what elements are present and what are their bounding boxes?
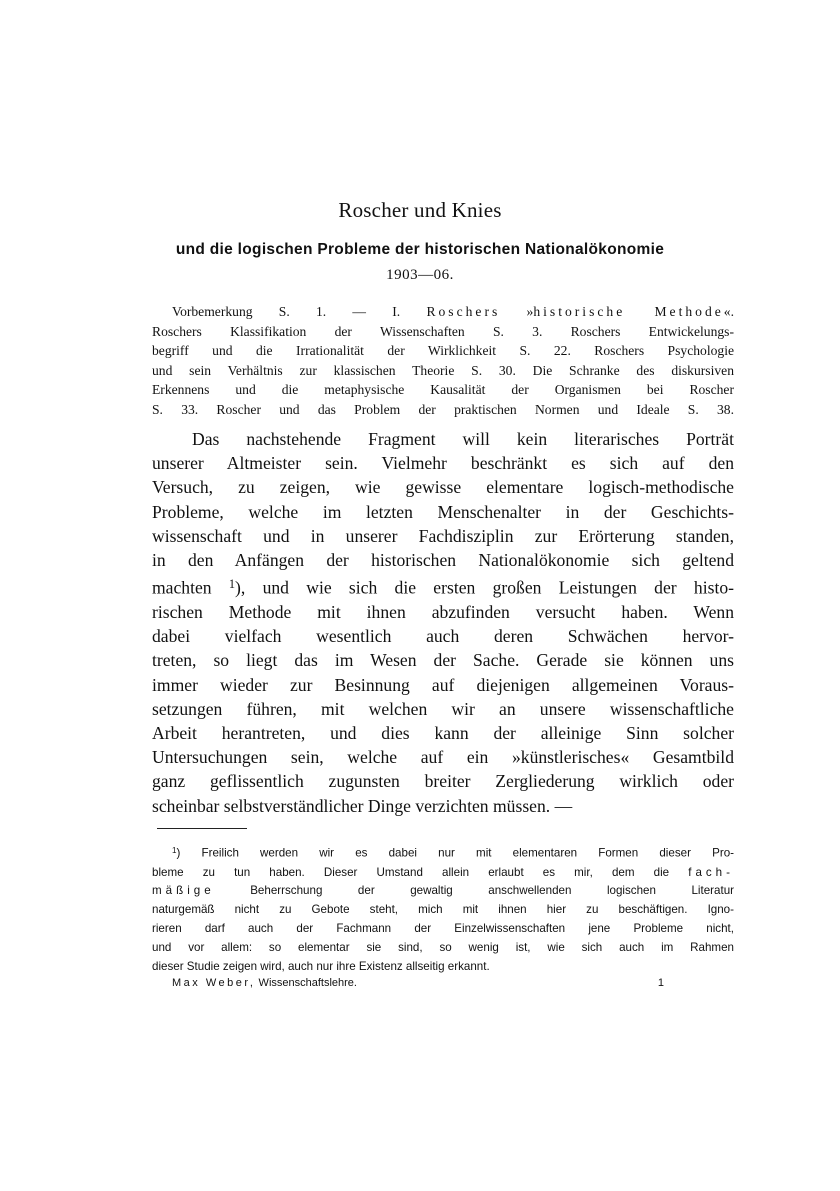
body-line: in den Anfängen der historischen Nationalökonomie sich geltend (152, 550, 734, 571)
footer-work: Wissenschaftslehre. (255, 977, 357, 989)
body-line: ganz geflissentlich zugunsten breiter Zergliederung wirklich oder (152, 771, 734, 792)
footnote-line: $^1$) Freilich werden wir es dabei nur mit elementaren Formen dieser Pro- (172, 846, 734, 860)
body-line: rischen Methode mit ihnen abzufinden versucht haben. Wenn (152, 601, 734, 622)
footnote-spaced-word: mäßige (152, 884, 215, 898)
body-line: Untersuchungen sein, welche auf ein »künstlerisches« Gesamtbild (152, 747, 734, 768)
body-line: immer wieder zur Besinnung auf diejenigen allgemeinen Voraus- (152, 674, 734, 695)
footnote-reference[interactable]: 1 (228, 577, 236, 592)
body-line: Das nachstehende Fragment will kein literarisches Porträt (192, 429, 734, 449)
body-line: Arbeit herantreten, und dies kann der alleinige Sinn solcher (152, 722, 734, 743)
footnote-divider (157, 828, 247, 829)
body-line: Versuch, zu zeigen, wie gewisse elementare logisch-methodische (152, 477, 734, 498)
footnote-line: dieser Studie zeigen wird, auch nur ihre Existenz allseitig erkannt. (152, 960, 490, 974)
footnote-line: rieren darf auch der Fachmann der Einzelwissenschaften jene Probleme nicht, (152, 922, 734, 936)
toc-spaced-title: historische Methode (533, 304, 724, 319)
footnote-spaced-word: fach- (688, 865, 734, 879)
body-line: scheinbar selbstverständlicher Dinge verzichten müssen. — (152, 795, 573, 816)
toc-line: Roschers Klassifikation der Wissenschaften S. 3. Roschers Entwickelungs- (152, 323, 734, 339)
toc-spaced-name: Roschers (426, 304, 501, 319)
body-line: wissenschaft und in unserer Fachdisziplin zur Erörterung standen, (152, 525, 734, 546)
toc-line: begriff und die Irrationalität der Wirklichkeit S. 22. Roschers Psychologie (152, 343, 734, 359)
footnote (152, 842, 734, 977)
footnote-line: und vor allem: so elementar sie sind, so wenig ist, wie sich auch im Rahmen (152, 941, 734, 955)
body-line: Probleme, welche im letzten Menschenalter in der Geschichts- (152, 501, 734, 522)
page-footer (172, 977, 664, 989)
toc-line: Vorbemerkung S. 1. — I. Roschers »historische Methode«. (172, 304, 734, 319)
footer-author: Max Weber, (172, 977, 256, 989)
chapter-subtitle: und die logischen Probleme der historischen Nationalökonomie (175, 241, 665, 258)
body-line: dabei vielfach wesentlich auch deren Schwächen hervor- (152, 626, 734, 647)
body-line: unserer Altmeister sein. Vielmehr beschränkt es sich auf den (152, 453, 734, 474)
chapter-title: Roscher und Knies (338, 198, 502, 222)
chapter-years: 1903—06. (386, 267, 454, 283)
footnote-line: naturgemäß nicht zu Gebote steht, mich mit ihnen hier zu beschäftigen. Igno- (152, 903, 734, 917)
page-number: 1 (657, 977, 664, 989)
footnote-marker: 1 (172, 846, 177, 855)
footnote-line: bleme zu tun haben. Dieser Umstand allein erlaubt es mir, dem die fach- (152, 865, 734, 879)
toc-line: S. 33. Roscher und das Problem der praktischen Normen und Ideale S. 38. (152, 401, 734, 417)
table-of-contents (152, 302, 734, 420)
body-line: treten, so liegt das im Wesen der Sache. Gerade sie können uns (152, 650, 734, 671)
main-paragraph (152, 427, 734, 818)
body-line: machten $^1$), und wie sich die ersten großen Leistungen der histo- (152, 577, 734, 598)
body-line: setzungen führen, mit welchen wir an unsere wissenschaftliche (152, 698, 734, 719)
footer-signature (172, 977, 357, 989)
footnote-line: mäßige Beherrschung der gewaltig anschwellenden logischen Literatur (152, 884, 734, 898)
toc-line: und sein Verhältnis zur klassischen Theorie S. 30. Die Schranke des diskursiven (152, 362, 734, 378)
toc-line: Erkennens und die metaphysische Kausalität der Organismen bei Roscher (152, 382, 734, 398)
